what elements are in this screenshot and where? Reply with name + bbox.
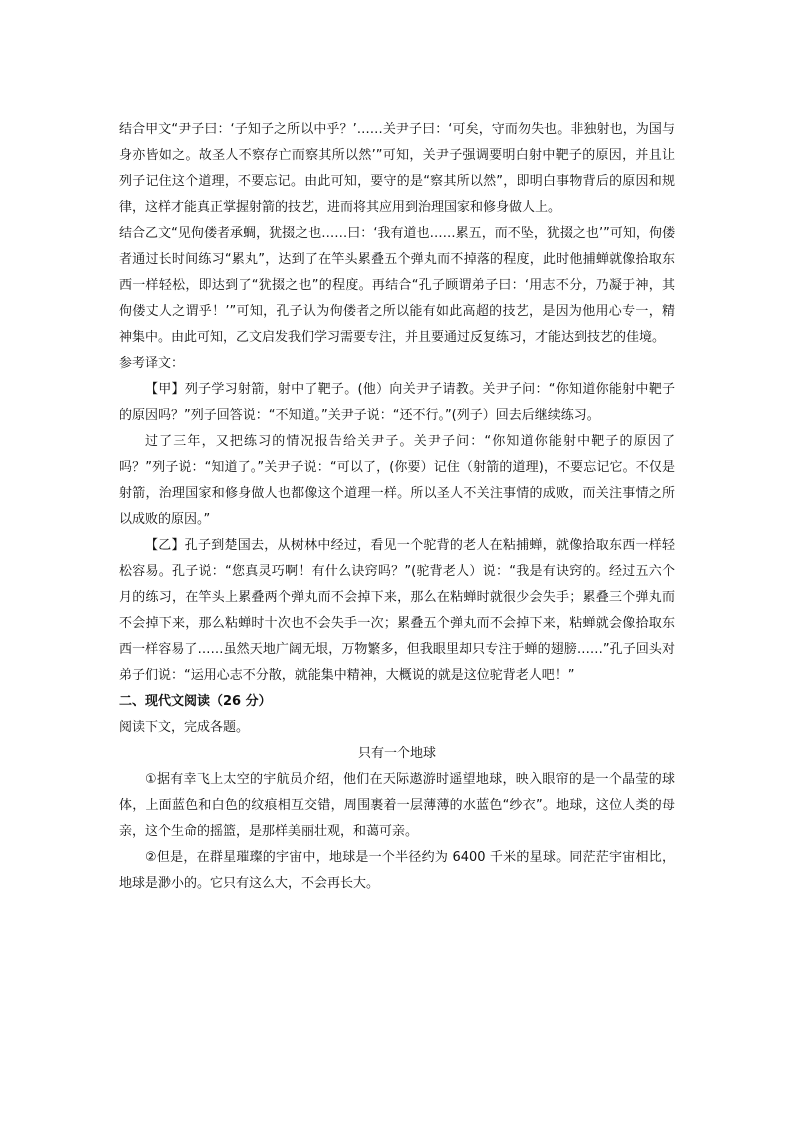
analysis-paragraph-yi: 结合乙文“见佝偻者承蜩，犹掇之也……曰：‘我有道也……累五，而不坠，犹掇之也’”可知，佝偻者通过长时间练习“累丸”，达到了在竿头累叠五个弹丸而不掉落的程度，此时他捕蝉就像拾取东西一样轻松，即达到了“犹掇之也”的程度。再结合“孔子顾谓弟子曰：‘用志不分，乃凝于神，其佝偻丈人之谓乎！’”可知，孔子认为佝偻者之所以能有如此高超的技艺，是因为他用心专一，精神集中。由此可知，乙文启发我们学习需要专注，并且要通过反复练习，才能达到技艺的佳境。 [119, 226, 675, 345]
translation-paragraph-jia-2: 过了三年，又把练习的情况报告给关尹子。关尹子问：“你知道你能射中靶子的原因了吗？”列子说：“知道了。”关尹子说：“可以了，(你要）记住（射箭的道理)，不要忘记它。不仅是射箭，治理国家和修身做人也都像这个道理一样。所以圣人不关注事情的成败，而关注事情之所以成败的原因。” [119, 434, 675, 527]
reading-instruction: 阅读下文，完成各题。 [119, 720, 250, 735]
article-paragraph-2: ②但是，在群星璀璨的宇宙中，地球是一个半径约为 6400 千米的星球。同茫茫宇宙相比，地球是渺小的。它只有这么大，不会再长大。 [119, 850, 675, 891]
article-paragraph-1: ①据有幸飞上太空的宇航员介绍，他们在天际遨游时遥望地球，映入眼帘的是一个晶莹的球体，上面蓝色和白色的纹痕相互交错，周围裹着一层薄薄的水蓝色“纱衣”。地球，这位人类的母亲，这个生命的摇篮，是那样美丽壮观，和蔼可亲。 [119, 772, 675, 839]
analysis-paragraph-jia: 结合甲文“尹子曰：‘子知子之所以中乎？’……关尹子曰：‘可矣，守而勿失也。非独射也，为国与身亦皆如之。故圣人不察存亡而察其所以然’”可知，关尹子强调要明白射中靶子的原因，并且让列子记住这个道理，不要忘记。由此可知，要守的是“察其所以然”，即明白事物背后的原因和规律，这样才能真正掌握射箭的技艺，进而将其应用到治理国家和修身做人上。 [119, 122, 675, 215]
document-body [119, 117, 675, 897]
translation-label: 参考译文： [119, 356, 185, 371]
section-heading: 二、现代文阅读（26 分） [119, 694, 272, 709]
translation-paragraph-jia-1: 【甲】列子学习射箭，射中了靶子。(他）向关尹子请教。关尹子问：“你知道你能射中靶子的原因吗？”列子回答说：“不知道。”关尹子说：“还不行。”(列子）回去后继续练习。 [119, 382, 675, 423]
translation-paragraph-yi: 【乙】孔子到楚国去，从树林中经过，看见一个驼背的老人在粘捕蝉，就像拾取东西一样轻松容易。孔子说：“您真灵巧啊！有什么诀窍吗？”(驼背老人）说：“我是有诀窍的。经过五六个月的练习，在竿头上累叠两个弹丸而不会掉下来，那么在粘蝉时就很少会失手；累叠三个弹丸而不会掉下来，那么粘蝉时十次也不会失手一次；累叠五个弹丸而不会掉下来，粘蝉就会像拾取东西一样容易了……虽然天地广阔无垠，万物繁多，但我眼里却只专注于蝉的翅膀……”孔子回头对弟子们说：“运用心志不分散，就能集中精神，大概说的就是这位驼背老人吧！” [119, 538, 675, 683]
article-title: 只有一个地球 [357, 746, 436, 761]
